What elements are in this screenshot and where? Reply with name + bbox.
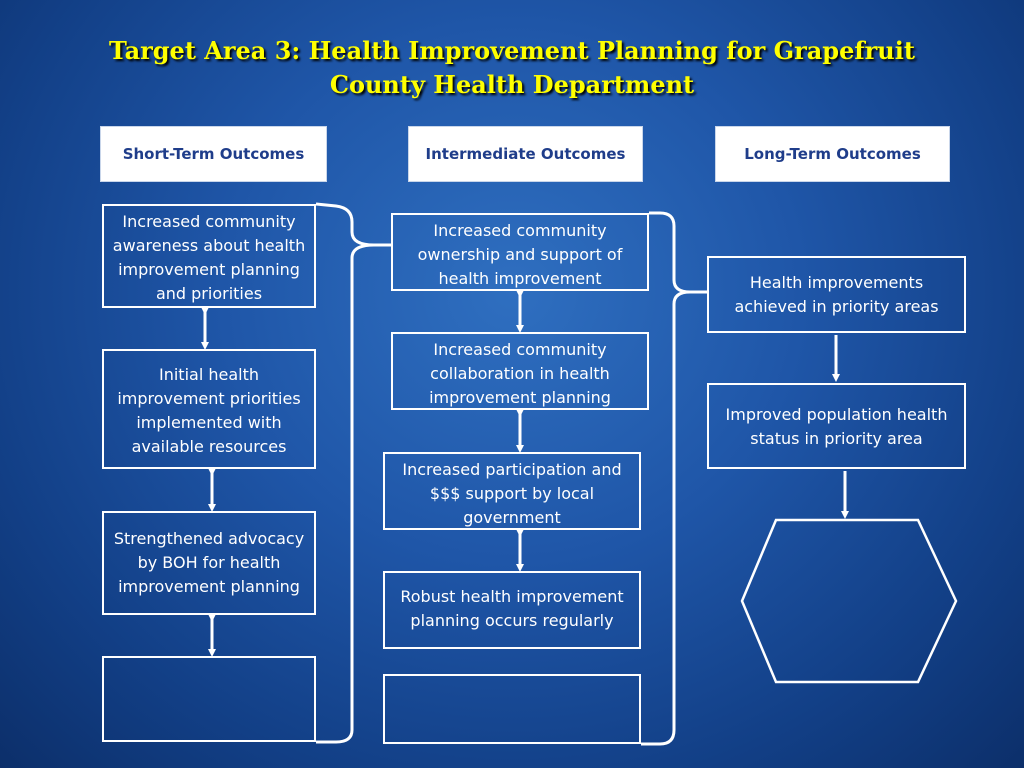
long-term-hexagon (742, 520, 956, 682)
short-term-box-2: Initial health improvement priorities implemented with available resources (102, 349, 316, 469)
long-term-header: Long-Term Outcomes (715, 126, 950, 182)
intermediate-box-3: Increased participation and $$$ support by local government (383, 452, 641, 530)
intermediate-box-2: Increased community collaboration in health improvement planning (391, 332, 649, 410)
short-term-header: Short-Term Outcomes (100, 126, 327, 182)
short-term-box-1: Increased community awareness about health improvement planning and priorities (102, 204, 316, 308)
short-term-brace (316, 204, 392, 742)
title-line-2: County Health Department (329, 70, 695, 99)
intermediate-header: Intermediate Outcomes (408, 126, 643, 182)
long-term-box-1: Health improvements achieved in priority areas (707, 256, 966, 333)
intermediate-brace (641, 213, 708, 744)
intermediate-box-1: Increased community ownership and support of health improvement (391, 213, 649, 291)
short-term-box-3: Strengthened advocacy by BOH for health improvement planning (102, 511, 316, 615)
title-line-1: Target Area 3: Health Improvement Planning for Grapefruit (109, 36, 915, 65)
long-term-box-2: Improved population health status in priority area (707, 383, 966, 469)
intermediate-box-4: Robust health improvement planning occurs regularly (383, 571, 641, 649)
